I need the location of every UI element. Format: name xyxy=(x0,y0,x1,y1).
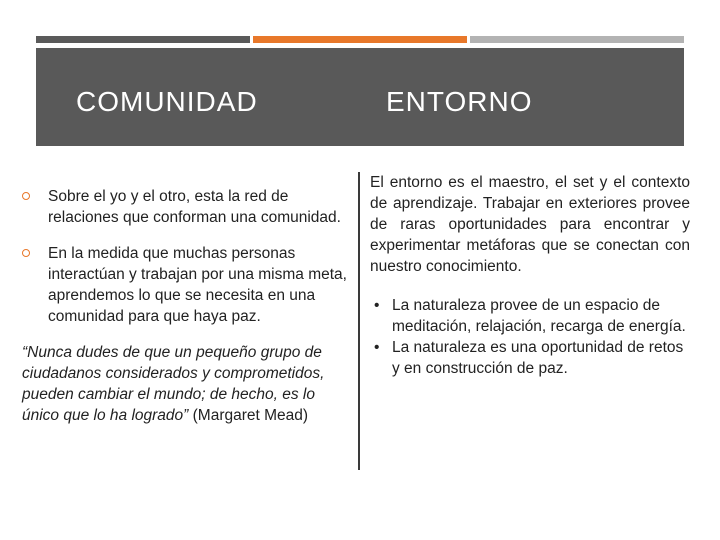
list-item xyxy=(22,243,348,327)
right-heading: ENTORNO xyxy=(386,86,533,117)
bullet-dot-icon: • xyxy=(374,297,380,314)
accent-bar-light-gray xyxy=(470,36,684,43)
accent-bar-orange xyxy=(253,36,467,43)
list-item xyxy=(370,295,690,337)
circle-bullet-icon xyxy=(22,192,30,200)
left-heading: COMUNIDAD xyxy=(76,86,258,117)
entorno-column xyxy=(370,172,690,379)
comunidad-column xyxy=(22,186,348,426)
title-header xyxy=(36,48,684,146)
bullet-text: La naturaleza es una oportunidad de retos y en construcción de paz. xyxy=(392,339,684,377)
quote-block xyxy=(22,342,348,426)
entorno-list xyxy=(370,295,690,379)
list-item xyxy=(22,186,348,228)
quote-text: “Nunca dudes de que un pequeño grupo de ciudadanos considerados y comprometidos, pueden cambiar el mundo; de hecho, es lo único que lo ha logrado” xyxy=(22,344,325,424)
bullet-text: En la medida que muchas personas interactúan y trabajan por una misma meta, aprendemos lo que se necesita en una comunidad para que haya paz. xyxy=(48,245,347,325)
list-item xyxy=(370,337,690,379)
column-divider xyxy=(358,172,360,470)
bullet-text: Sobre el yo y el otro, esta la red de relaciones que conforman una comunidad. xyxy=(48,188,341,226)
intro-paragraph: El entorno es el maestro, el set y el contexto de aprendizaje. Trabajar en exteriores provee de raras oportunidades para encontrar y experimentar metáforas que se conectan con nuestro conocimiento. xyxy=(370,174,690,275)
circle-bullet-icon xyxy=(22,249,30,257)
accent-bar-gray xyxy=(36,36,250,43)
bullet-text: La naturaleza provee de un espacio de meditación, relajación, recarga de energía. xyxy=(392,297,686,335)
quote-author: (Margaret Mead) xyxy=(188,407,309,424)
bullet-dot-icon: • xyxy=(374,339,380,356)
